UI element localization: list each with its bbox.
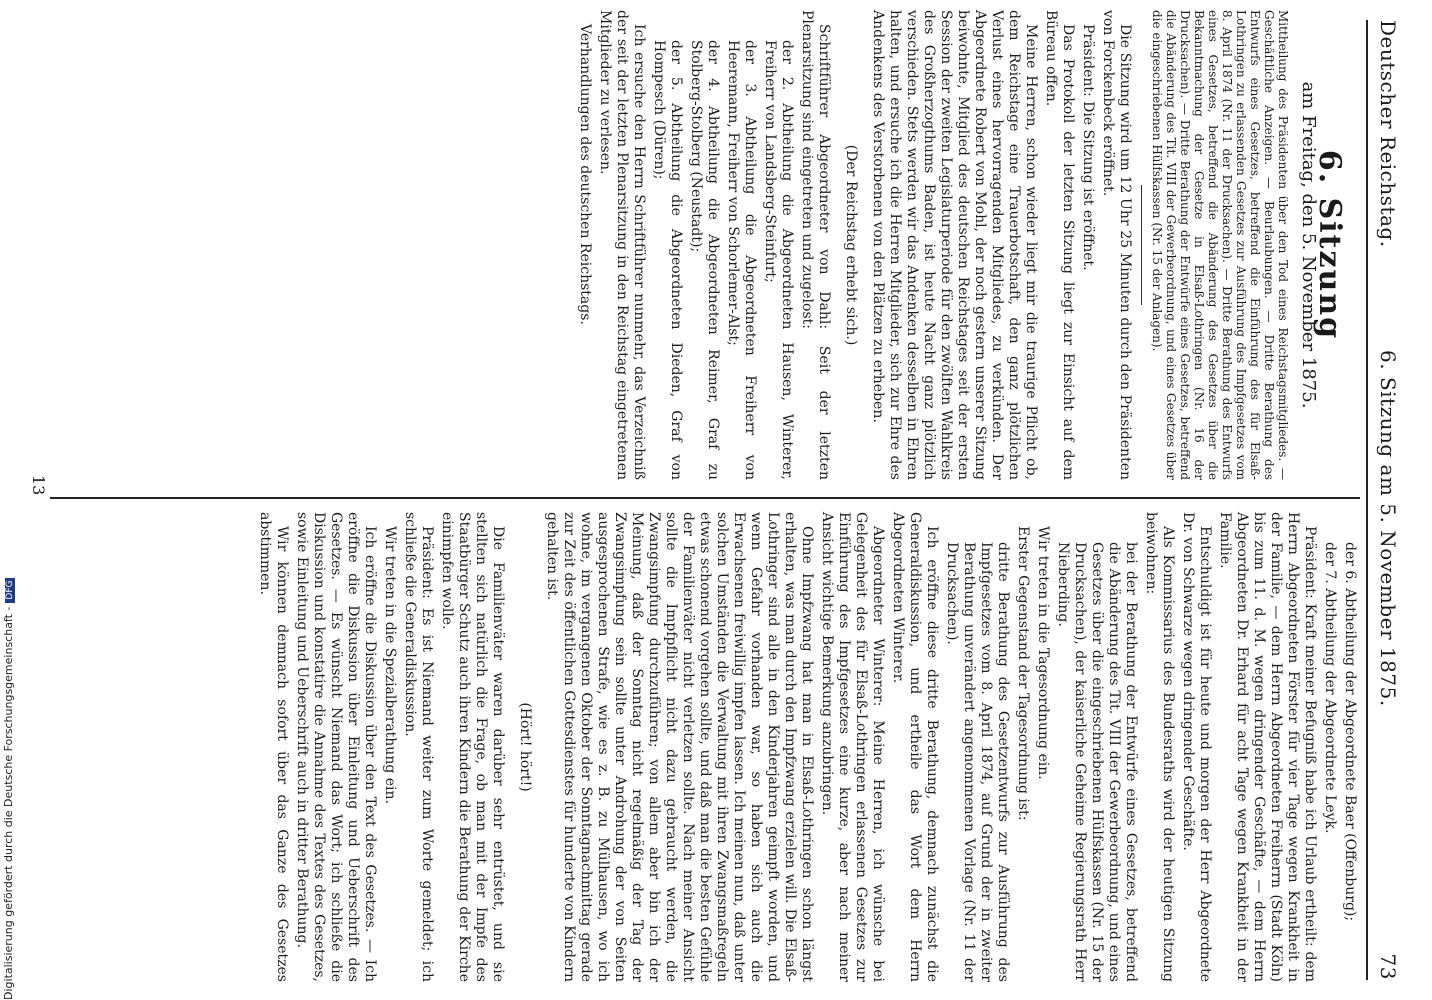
paragraph: Ich eröffne diese dritte Berathung, demnach zunächst die Generaldiskussion, und ertheile das Wort dem Herrn Abgeordneten Winterer. <box>890 512 940 982</box>
list-item: der 4. Abtheilung die Abgeordneten Reimer, Graf zu Stolberg-Stolberg (Neustadt); <box>688 40 721 480</box>
paragraph: Wir treten in die Tagesordnung ein. <box>1035 526 1051 780</box>
credit-text: Digitalisierung gefördert durch die Deutsche Forschungsgemeinschaft - <box>2 606 15 1000</box>
page-number-top: 73 <box>1376 953 1400 980</box>
list-item: der 3. Abtheilung die Abgeordneten Freiherr von Heeremann, Freiherr von Schorlemer-Alst; <box>725 40 758 480</box>
session-summary: Mittheilung des Präsidenten über den Tod eines Reichstagsmitgliedes. — Geschäftliche Anzeigen. — Beurlaubungen. — Dritte Berathung des Entwurfs eines Gesetzes, betreffend die Einführung des für Elsaß-Lothringen zu erlassenden Gesetzes zur Ausführung des Impfgesetzes vom 8. April 1874 (Nr. 11 der Drucksachen). — Dritte Berathung des Entwurfs eines Gesetzes, betreffend die Abänderung des Gesetzes über die Bekanntmachung der Gesetze in Elsaß-Lothringen (Nr. 16 der Drucksachen). — Dritte Berathung der Entwürfe eines Gesetzes, betreffend die Abänderung des Tit. VIII der Gewerbeordnung, und eines Gesetzes über die eingeschriebenen Hülfskassen (Nr. 15 der Anlagen). <box>1150 10 1290 480</box>
paragraph: Als Kommissarius des Bundesraths wird der heutigen Sitzung beiwohnen: <box>1143 512 1176 982</box>
paragraph: Präsident: Es ist Niemand weiter zum Worte gemeldet; ich schließe die Generaldiskussion. <box>402 512 435 982</box>
paragraph: Ich eröffne die Diskussion über den Text des Gesetzes. — Ich eröffne die Diskussion über Einleitung und Ueberschrift des Gesetzes. — Es wünscht Niemand das Wort; ich schließe die Diskussion und konstatire die Annahme des Textes des Gesetzes, sowie Einleitung und Ueberschrift auch in dritter Berathung. <box>294 512 378 982</box>
list-item: der 6. Abtheilung der Abgeordnete Baer (Offenburg); <box>1342 542 1358 922</box>
paragraph: Die Familienväter waren darüber sehr entrüstet, und sie stellten sich natürlich die Frage, ob man mit der Impfe des Staatbürger Schutz auch ihren Kindern die Berathung der Kirche einimpfen wolle. <box>439 512 506 982</box>
paragraph: Meine Herren, schon wieder liegt mir die traurige Pflicht ob, dem Reichstage eine Trauerbotschaft, den ganz plötzlichen Verlust eines hervorragenden Mitgliedes, zu verkünden. Der Abgeordnete Robert von Mohl, der noch gestern unserer Sitzung beiwohnte, Mitglied des deutschen Reichstages seit der ersten Session der zweiten Legislaturperiode für den zwölften Wahlkreis des Großherzogthums Baden, ist heute Nacht ganz plötzlich verschieden. Stets werden wir das Andenken desselben in Ehren halten, und ersuche ich die Herren Mitglieder, sich zur Ehre des Andenkens des Verstorbenen von den Plätzen zu erheben. <box>870 10 1039 480</box>
footnote-source: Verhandlungen des deutschen Reichstags. <box>577 24 593 325</box>
stage-direction: (Hört! hört!) <box>517 702 533 792</box>
dfg-logo: DFG <box>5 578 15 603</box>
paragraph: Das Protokoll der letzten Sitzung liegt zur Einsicht auf dem Büreau offen. <box>1043 10 1076 480</box>
paragraph: Die Sitzung wird um 12 Uhr 25 Minuten durch den Präsidenten von Forckenbeck eröffnet. <box>1100 10 1133 480</box>
running-head-center: 6. Sitzung am 5. November 1875. <box>1376 350 1400 707</box>
left-column <box>573 10 1358 480</box>
paragraph: Erster Gegenstand der Tagesordnung ist: <box>1015 526 1031 821</box>
paragraph: Ohne Impfzwang hat man in Elsaß-Lothringen schon längst erhalten, was man durch den Impfzwang erzielen will. Die Elsaß-Lothringer sind alle in den Kinderjahren geimpft worden, und wenn Gefahr vorhanden war, so haben sich auch die Erwachsenen freiwillig impfen lassen. Ich meinen nun, daß unter solchen Umständen die Verwaltung mit ihren Zwangsmaßregeln etwas schonend vorgehen sollte, und daß man die besten Gefühle der Familienväter nicht verletzen sollte. Nach meiner Ansicht sollte die Impfpflicht nicht dazu gebraucht werden, die Zwangsimpfung durchzuführen; von allem aber bin ich der Meinung, daß der Sonntag nicht regelmäßig der Tag der Zwangsimpfung sein sollte unter Androhung der von Seiten ausgesprochenen Strafe, wie es z. B. zu Mülhausen, wo ich wohne, im vergangenen Oktober der Sonntagnachmittag gerade zur Zeit des öffentlichen Gottesdienstes für hunderte von Kindern gehalten ist. <box>544 512 815 982</box>
section-rule <box>1141 185 1142 305</box>
paragraph: Präsident: Kraft meiner Befugniß habe ich Urlaub ertheilt: dem Herrn Abgeordneten Förster für vier Tage wegen Krankheit in der Familie, — dem Herrn Abgeordneten Freiherrn (Stadt Köln) bis zum 11. d. M. wegen dringender Geschäfte, — dem Herrn Abgeordneten Dr. Erhard für acht Tage wegen Krankheit in der Familie. <box>1217 512 1318 982</box>
paragraph: Schriftführer Abgeordneter von Dahl: Seit der letzten Plenarsitzung sind eingetreten und zugelost: <box>799 10 832 480</box>
running-head-left: Deutscher Reichstag. <box>1376 20 1400 248</box>
list-item: der 2. Abtheilung die Abgeordneten Hausen, Winterer, Freiherr von Landsberg-Steinfurt; <box>762 40 795 480</box>
session-date: am Freitag, den 5. November 1875. <box>1298 81 1319 409</box>
right-column <box>253 512 1358 982</box>
header-rule <box>1366 20 1368 980</box>
page-number-bottom: 13 <box>29 475 48 496</box>
list-item: der 7. Abtheilung der Abgeordnete Leyk. <box>1322 542 1338 834</box>
list-item: bei der Berathung der Entwürfe eines Gesetzes, betreffend die Abänderung des Tit. VIII der Gewerbeordnung, und eines Gesetzes über die eingeschriebenen Hülfskassen (Nr. 15 der Drucksachen), der kaiserliche Geheime Regierungsrath Herr Nieberding. <box>1055 542 1139 982</box>
paragraph: Wir treten in die Spezialberathung ein. <box>382 526 398 804</box>
column-divider <box>50 497 1360 499</box>
page-upright <box>18 0 1418 1000</box>
paragraph: Entschuldigt ist für heute und morgen der Herr Abgeordnete Dr. von Schwarze wegen dringender Geschäfte. <box>1180 512 1213 982</box>
agenda-item: dritte Berathung des Gesetzentwurfs zur Ausführung des Impfgesetzes vom 8. April 1874, auf Grund der in zweiter Berathung unverändert angenommenen Vorlage (Nr. 11 der Drucksachen). <box>944 542 1011 982</box>
paragraph: Wir können demnach sofort über das Ganze des Gesetzes abstimmen. <box>257 512 290 982</box>
list-item: der 5. Abtheilung die Abgeordneten Dieden, Graf von Hompesch (Düren); <box>651 40 684 480</box>
paragraph: Abgeordneter Winterer: Meine Herren, ich wünsche bei Gelegenheit des für Elsaß-Lothringen erlassenen Gesetzes zur Einführung des Impfgesetzes eine kurze, aber nach meiner Ansicht wichtige Bemerkung anzubringen. <box>819 512 886 982</box>
stage-direction: (Der Reichstag erhebt sich.) <box>843 144 859 346</box>
session-title: 6. Sitzung <box>1312 149 1347 341</box>
paragraph: Präsident: Die Sitzung ist eröffnet. <box>1080 24 1096 271</box>
paragraph: Ich ersuche den Herrn Schriftführer nunmehr, das Verzeichniß der seit der letzten Plenarsitzung in den Reichstag eingetretenen Mitglieder zu verlesen. <box>597 10 647 480</box>
digitization-credit <box>2 580 16 1000</box>
running-head <box>1370 20 1400 980</box>
